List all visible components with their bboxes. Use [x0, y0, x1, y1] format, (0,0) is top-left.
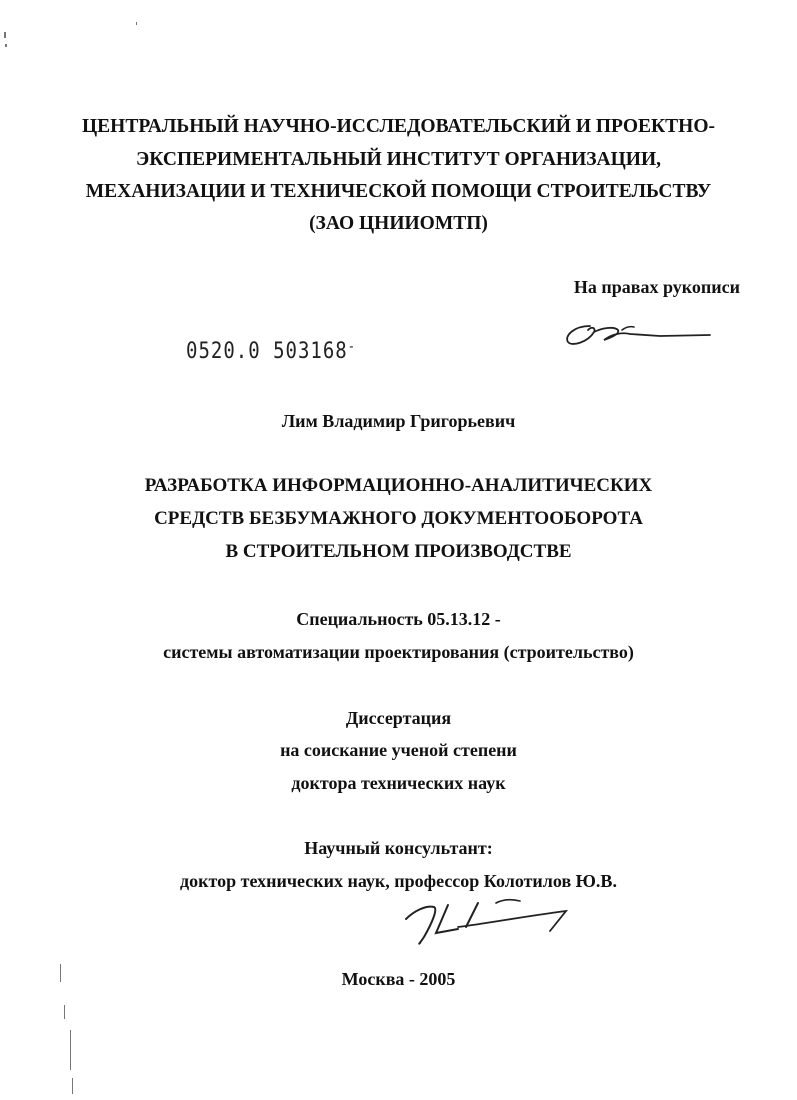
- manuscript-note: На правах рукописи: [573, 277, 740, 297]
- catalog-dash-mark: -: [347, 338, 356, 355]
- place-year: Москва - 2005: [341, 969, 456, 989]
- consultant-signature: [400, 893, 575, 949]
- scan-speck: [60, 964, 61, 982]
- title-line-2: СРЕДСТВ БЕЗБУМАЖНОГО ДОКУМЕНТООБОРОТА: [154, 508, 643, 529]
- scan-speck: [4, 32, 6, 38]
- catalog-number: [186, 338, 356, 363]
- consultant-name: доктор технических наук, профессор Колотилов Ю.В.: [180, 871, 617, 891]
- title-line-3: В СТРОИТЕЛЬНОМ ПРОИЗВОДСТВЕ: [225, 541, 572, 562]
- catalog-number-text: 0520.0 503168: [186, 338, 348, 364]
- organization-line-3: МЕХАНИЗАЦИИ И ТЕХНИЧЕСКОЙ ПОМОЩИ СТРОИТЕЛЬСТВУ: [85, 181, 712, 202]
- organization-line-2: ЭКСПЕРИМЕНТАЛЬНЫЙ ИНСТИТУТ ОРГАНИЗАЦИИ,: [135, 149, 661, 170]
- specialty-line-1: Специальность 05.13.12 -: [296, 609, 501, 629]
- degree-line-2: на соискание ученой степени: [280, 740, 517, 760]
- scan-speck: [72, 1078, 73, 1094]
- author-name: Лим Владимир Григорьевич: [281, 411, 516, 431]
- scan-speck: [5, 44, 7, 47]
- scan-speck: [136, 22, 137, 25]
- consultant-label: Научный консультант:: [304, 838, 493, 858]
- title-line-1: РАЗРАБОТКА ИНФОРМАЦИОННО-АНАЛИТИЧЕСКИХ: [144, 475, 653, 496]
- scan-speck: [64, 1005, 65, 1019]
- organization-line-4: (ЗАО ЦНИИОМТП): [309, 213, 488, 234]
- author-signature: [560, 318, 720, 354]
- degree-line-1: Диссертация: [345, 708, 452, 728]
- organization-line-1: ЦЕНТРАЛЬНЫЙ НАУЧНО-ИССЛЕДОВАТЕЛЬСКИЙ И ПРОЕКТНО-: [81, 116, 715, 137]
- specialty-line-2: системы автоматизации проектирования (строительство): [163, 642, 634, 662]
- degree-line-3: доктора технических наук: [291, 773, 506, 793]
- scan-speck: [70, 1030, 71, 1070]
